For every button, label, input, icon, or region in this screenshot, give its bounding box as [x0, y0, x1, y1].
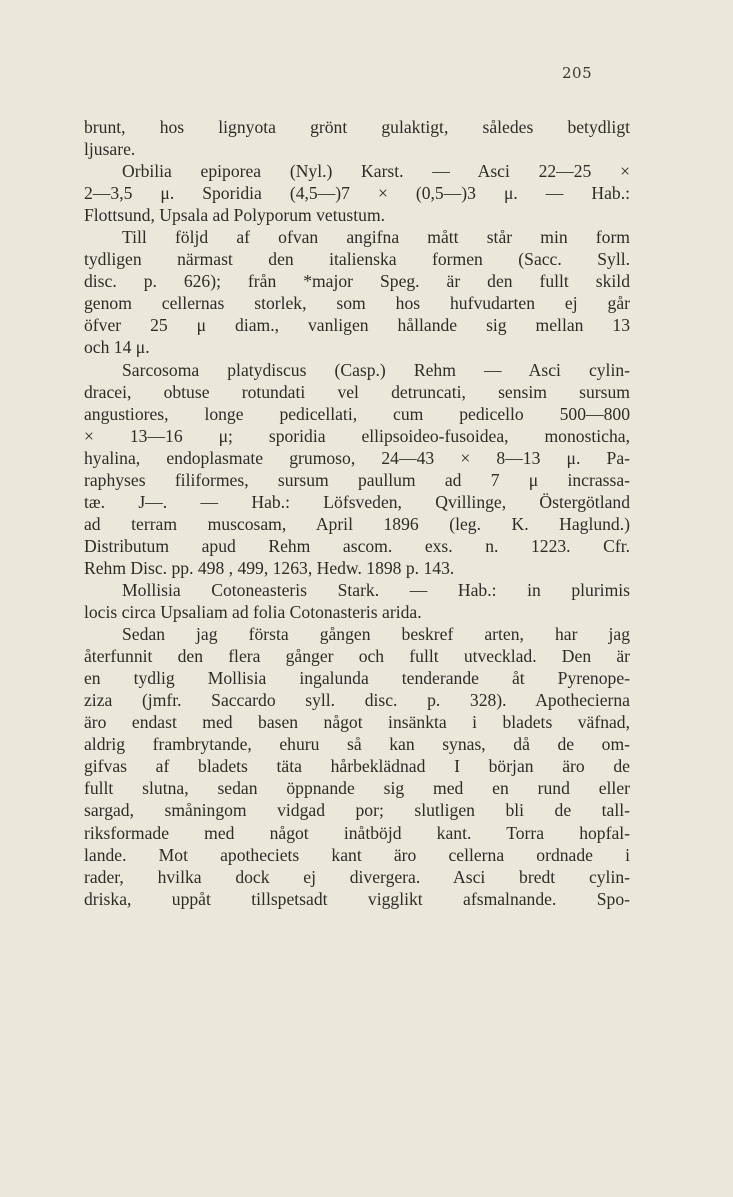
text-line: brunt, hos lignyota grönt gulaktigt, således betydligt	[84, 117, 630, 137]
text-line: disc. p. 626); från *major Speg. är den fullt skild	[84, 271, 630, 292]
text-line: aldrig frambrytande, ehuru så kan synas, då de om-	[84, 734, 630, 755]
text-line: genom cellernas storlek, som hos hufvudarten ej går	[84, 293, 630, 314]
text-line: driska, uppåt tillspetsadt vigglikt afsmalnande. Spo-	[84, 888, 630, 909]
page-number: 205	[562, 64, 593, 82]
text-line: locis circa Upsaliam ad folia Cotonasteris arida.	[84, 602, 422, 623]
text-line: Rehm Disc. pp. 498 , 499, 1263, Hedw. 1898 p. 143.	[84, 557, 455, 578]
text-line: raphyses filiformes, sursum paullum ad 7 μ incrassa-	[84, 469, 630, 490]
text-line: angustiores, longe pedicellati, cum pedicello 500—800	[84, 403, 630, 424]
text-line: dracei, obtuse rotundati vel detruncati, sensim sursum	[84, 381, 630, 402]
body-text	[84, 116, 630, 910]
text-line: gifvas af bladets täta hårbeklädnad I början äro de	[84, 756, 630, 777]
text-line: och 14 μ.	[84, 337, 150, 358]
text-line: 2—3,5 μ. Sporidia (4,5—)7 × (0,5—)3 μ. — Hab.:	[84, 183, 630, 204]
text-line: ziza (jmfr. Saccardo syll. disc. p. 328). Apothecierna	[84, 690, 630, 711]
text-line: tydligen närmast den italienska formen (Sacc. Syll.	[84, 249, 630, 270]
text-line: riksformade med något inåtböjd kant. Torra hopfal-	[84, 822, 630, 843]
text-line: fullt slutna, sedan öppnande sig med en rund eller	[84, 778, 630, 799]
text-line: Distributum apud Rehm ascom. exs. n. 1223. Cfr.	[84, 535, 630, 556]
text-line: hyalina, endoplasmate grumoso, 24—43 × 8—13 μ. Pa-	[84, 447, 630, 468]
text-line: ljusare.	[84, 139, 136, 160]
text-line: Orbilia epiporea (Nyl.) Karst. — Asci 22—25 ×	[122, 161, 630, 182]
text-line: sargad, småningom vidgad por; slutligen bli de tall-	[84, 800, 630, 821]
text-line: ad terram muscosam, April 1896 (leg. K. Haglund.)	[84, 513, 630, 534]
text-line: öfver 25 μ diam., vanligen hållande sig mellan 13	[84, 315, 630, 336]
text-line: tæ. J—. — Hab.: Löfsveden, Qvillinge, Östergötland	[84, 491, 630, 512]
text-line: Sarcosoma platydiscus (Casp.) Rehm — Asci cylin-	[122, 359, 630, 380]
text-line: rader, hvilka dock ej divergera. Asci bredt cylin-	[84, 866, 630, 887]
text-line: Till följd af ofvan angifna mått står min form	[122, 227, 630, 248]
text-line: en tydlig Mollisia ingalunda tenderande åt Pyrenope-	[84, 668, 630, 689]
text-line: Flottsund, Upsala ad Polyporum vetustum.	[84, 205, 386, 226]
text-line: Sedan jag första gången beskref arten, har jag	[122, 624, 630, 645]
text-line: äro endast med basen något insänkta i bladets väfnad,	[84, 712, 630, 733]
text-line: Mollisia Cotoneasteris Stark. — Hab.: in plurimis	[122, 579, 630, 600]
text-line: återfunnit den flera gånger och fullt utvecklad. Den är	[84, 646, 630, 667]
text-line: × 13—16 μ; sporidia ellipsoideo-fusoidea, monosticha,	[84, 425, 630, 446]
text-line: lande. Mot apotheciets kant äro cellerna ordnade i	[84, 844, 630, 865]
